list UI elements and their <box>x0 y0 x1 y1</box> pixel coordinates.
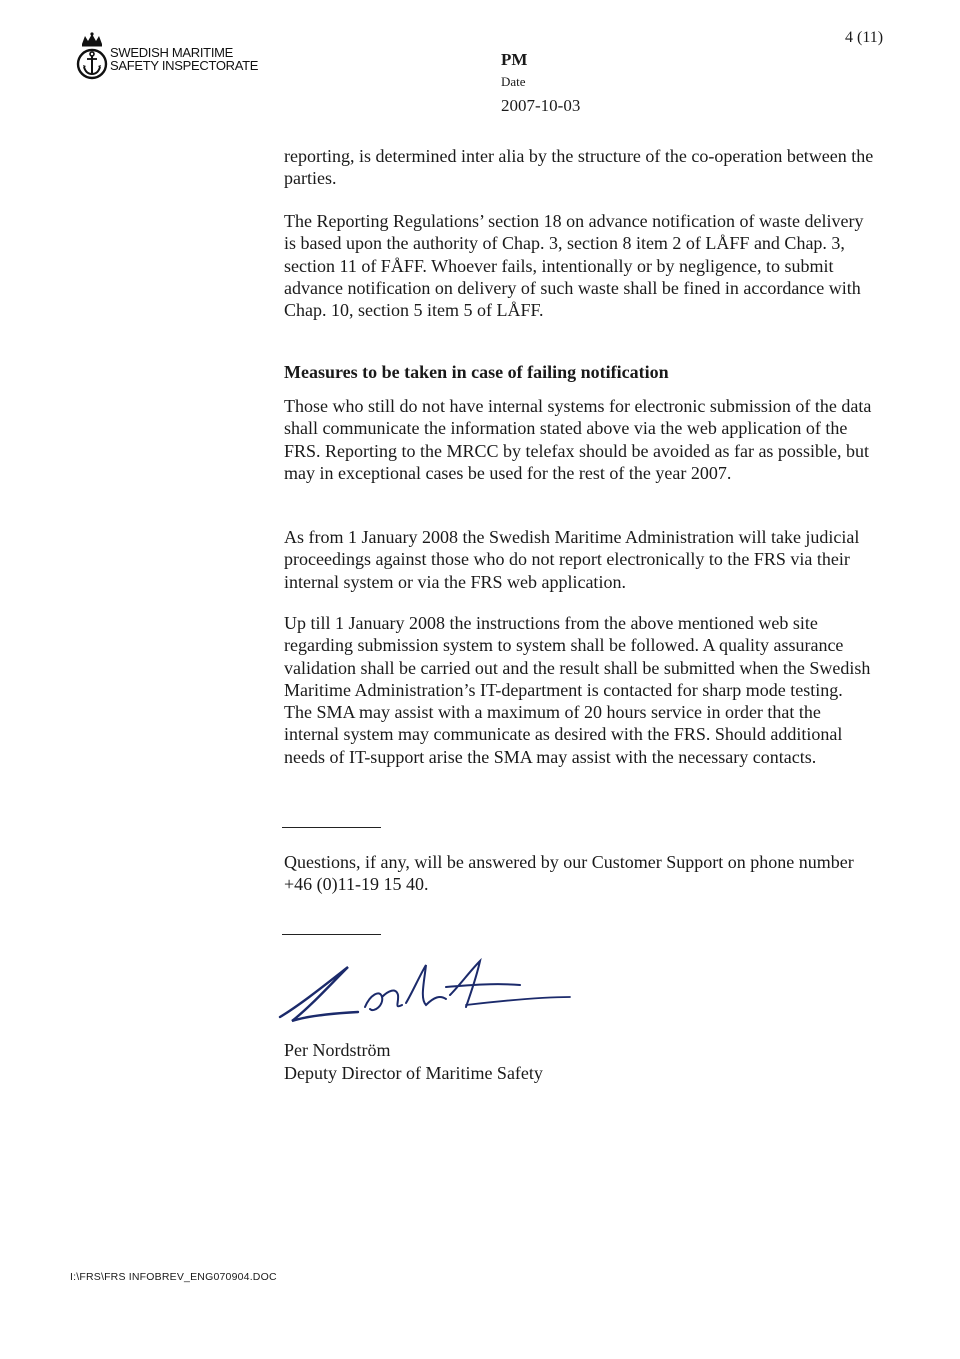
divider <box>282 827 381 828</box>
document-type: PM <box>501 50 528 69</box>
crown-anchor-emblem-icon <box>76 32 108 84</box>
paragraph-judicial-proceedings: As from 1 January 2008 the Swedish Maritime Administration will take judicial proceedings against those who do not report electronically to the FRS via their internal system or via the FRS web application. <box>284 527 860 592</box>
section-heading: Measures to be taken in case of failing notification <box>284 362 669 382</box>
date-value: 2007-10-03 <box>501 96 581 115</box>
page-number: 4 (11) <box>845 29 884 46</box>
divider <box>282 934 381 935</box>
file-reference: I:\FRS\FRS INFOBREV_ENG070904.DOC <box>70 1271 277 1283</box>
paragraph-instructions: Up till 1 January 2008 the instructions from the above mentioned web site regarding submission system to system shall be followed. A quality assurance validation shall be carried out and the result shall be submitted when the Swedish Maritime Administration’s IT-department is contacted for sharp mode testing. The SMA may assist with a maximum of 20 hours service in order that the internal system may communicate as desired with the FRS. Should additional needs of IT-support arise the SMA may assist with the necessary contacts. <box>284 613 871 767</box>
paragraph-legal-basis: The Reporting Regulations’ section 18 on advance notification of waste delivery is based upon the authority of Chap. 3, section 8 item 2 of LÅFF and Chap. 3, section 11 of FÅFF. Whoever fails, intentionally or by negligence, to submit advance notification on delivery of such waste shall be fined in accordance with Chap. 10, section 5 item 5 of LÅFF. <box>284 211 864 321</box>
paragraph-continuation: reporting, is determined inter alia by the structure of the co-operation between the parties. <box>284 146 874 189</box>
organization-logo <box>76 30 259 86</box>
date-label: Date <box>501 74 526 89</box>
paragraph-customer-support: Questions, if any, will be answered by our Customer Support on phone number +46 (0)11-19 15 40. <box>284 852 854 895</box>
organization-name-line2: SAFETY INSPECTORATE <box>110 58 259 73</box>
signer-block <box>284 1039 543 1084</box>
organization-name-line1: SWEDISH MARITIME <box>110 45 234 60</box>
signer-name: Per Nordström <box>284 1040 391 1060</box>
signer-title: Deputy Director of Maritime Safety <box>284 1062 543 1083</box>
handwritten-signature <box>270 955 580 1030</box>
organization-name <box>110 46 258 72</box>
paragraph-web-application: Those who still do not have internal systems for electronic submission of the data shall communicate the information stated above via the web application of the FRS. Reporting to the MRCC by telefax should be avoided as far as possible, but may in exceptional cases be used for the rest of the year 2007. <box>284 396 872 483</box>
